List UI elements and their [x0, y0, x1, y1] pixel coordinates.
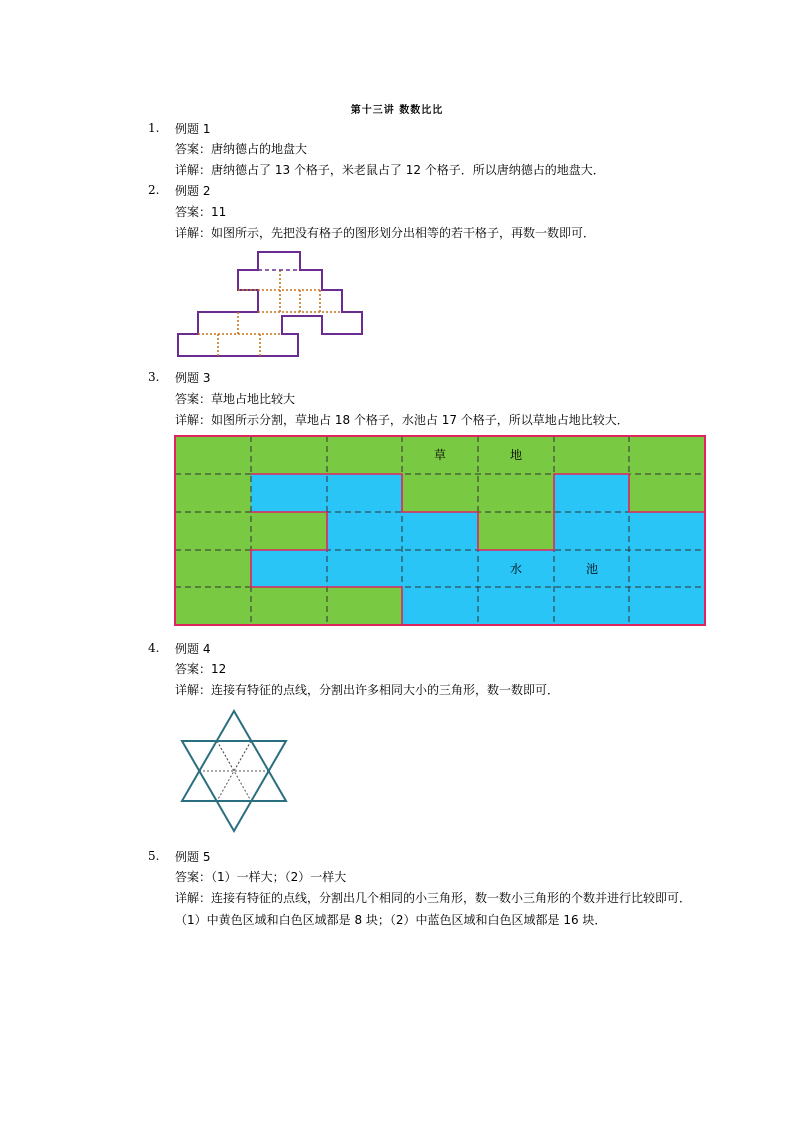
- item-1-heading: 例题 1: [175, 122, 211, 136]
- item-1-detail: 详解：唐纳德占了 13 个格子，米老鼠占了 12 个格子．所以唐纳德占的地盘大．: [175, 163, 605, 177]
- item-5-answer: 答案：（1）一样大；（2）一样大: [175, 870, 347, 884]
- item-4-heading: 例题 4: [175, 642, 211, 656]
- item-3-number: 3.: [148, 370, 160, 384]
- item-2-heading: 例题 2: [175, 184, 211, 198]
- item-3-answer: 答案：草地占地比较大: [175, 392, 296, 406]
- hexagram-figure: [176, 706, 292, 836]
- item-5-number: 5.: [148, 849, 160, 863]
- label-grass-1: 草: [433, 448, 447, 462]
- item-5-heading: 例题 5: [175, 850, 211, 864]
- item-4-number: 4.: [148, 641, 160, 655]
- label-water-1: 水: [509, 562, 523, 576]
- staircase-figure: [170, 248, 370, 360]
- item-4-detail: 详解：连接有特征的点线，分割出许多相同大小的三角形，数一数即可．: [175, 683, 560, 697]
- item-3-heading: 例题 3: [175, 371, 211, 385]
- label-water-2: 池: [585, 562, 599, 576]
- item-2-number: 2.: [148, 183, 160, 197]
- item-3-detail: 详解：如图所示分割，草地占 18 个格子，水池占 17 个格子，所以草地占地比较大．: [175, 413, 629, 427]
- item-5-detail: 详解：连接有特征的点线，分割出几个相同的小三角形，数一数小三角形的个数并进行比较即可．（1）中黄色区域和白色区域都是 8 块；（2）中蓝色区域和白色区域都是 16 块．: [175, 891, 692, 927]
- item-2-detail: 详解：如图所示，先把没有格子的图形划分出相等的若干格子，再数一数即可．: [175, 226, 596, 240]
- item-1-answer: 答案：唐纳德占的地盘大: [175, 142, 308, 156]
- item-2-answer: 答案：11: [175, 205, 227, 219]
- item-4-answer: 答案：12: [175, 662, 227, 676]
- item-1-number: 1.: [148, 121, 160, 135]
- label-grass-2: 地: [509, 448, 523, 462]
- grass-water-grid: [174, 435, 706, 626]
- page-title: 第十三讲 数数比比: [350, 105, 444, 116]
